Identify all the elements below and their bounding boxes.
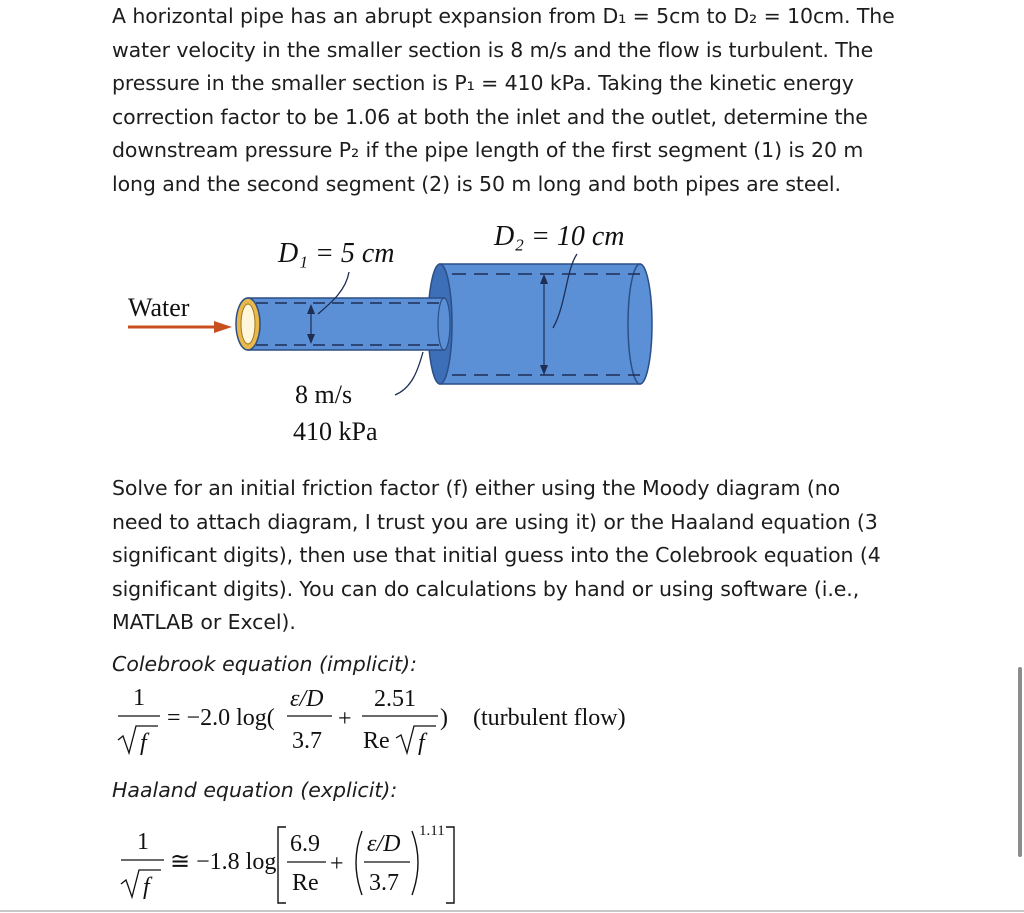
d2-label: D₂ = 10 cm [494,221,625,252]
colebrook-heading: Colebrook equation (implicit): [112,652,418,676]
right-bracket [446,827,454,903]
problem-line: pressure in the smaller section is P₁ = 410 kPa. Taking the kinetic energy [112,71,854,95]
sqrt-icon [396,726,436,753]
haaland-num-1: 6.9 [290,831,320,857]
haaland-den-2: 3.7 [369,870,399,896]
colebrook-note: (turbulent flow) [473,705,626,731]
colebrook-denominator-1: 3.7 [292,728,322,754]
vertical-scrollbar[interactable] [1018,667,1022,857]
haaland-plus: + [330,851,344,877]
colebrook-f: f [418,730,425,756]
haaland-heading: Haaland equation (explicit): [112,778,398,802]
pipe-expansion-figure [0,210,700,460]
large-pipe [428,264,652,384]
problem-line: downstream pressure P₂ if the pipe length of the first segment (1) is 20 m [112,138,864,162]
velocity-label: 8 m/s [295,380,353,409]
sqrt-icon [121,870,161,897]
colebrook-equation [0,680,700,760]
problem-line: correction factor to be 1.06 at both the inlet and the outlet, determine the [112,104,868,129]
right-paren [412,831,418,895]
haaland-eps-over-d: ε/D [367,831,401,857]
left-paren [356,831,362,895]
instructions-text [112,472,902,640]
pressure-label: 410 kPa [293,417,378,446]
instruction-line: MATLAB or Excel). [112,610,296,634]
instruction-line: Solve for an initial friction factor (f) either using the Moody diagram (no [112,476,841,500]
colebrook-numerator: 1 [133,685,145,711]
sqrt-icon [118,726,158,753]
problem-statement [112,0,902,201]
haaland-equation [0,815,700,910]
instruction-line: significant digits). You can do calculations by hand or using software (i.e., [112,576,860,601]
left-bracket [278,827,286,903]
haaland-exponent: 1.11 [419,823,445,839]
haaland-den-1: Re [292,870,319,896]
problem-line: water velocity in the smaller section is 8 m/s and the flow is turbulent. The [112,37,874,62]
colebrook-eps-over-d: ε/D [290,686,324,712]
colebrook-numerator-2: 2.51 [374,686,416,712]
flow-arrow-icon [128,321,232,333]
problem-line: A horizontal pipe has an abrupt expansion from D₁ = 5cm to D₂ = 10cm. The [112,4,895,28]
haaland-numerator: 1 [137,829,149,855]
instruction-line: need to attach diagram, I trust you are using it) or the Haaland equation (3 [112,509,878,534]
instruction-line: significant digits), then use that initial guess into the Colebrook equation (4 [112,543,881,567]
colebrook-radicand: f [140,730,147,756]
problem-line: long and the second segment (2) is 50 m long and both pipes are steel. [112,171,841,196]
colebrook-coef: = −2.0 log( [167,705,275,731]
colebrook-close: ) [440,705,448,731]
haaland-radicand: f [143,874,150,900]
water-label: Water [128,293,190,322]
colebrook-re: Re [363,728,390,754]
colebrook-plus: + [338,706,352,732]
d1-label: D₁ = 5 cm [278,238,395,269]
haaland-coef: ≅ −1.8 log [170,849,277,875]
bottom-divider [0,910,1024,912]
small-pipe [236,298,450,350]
